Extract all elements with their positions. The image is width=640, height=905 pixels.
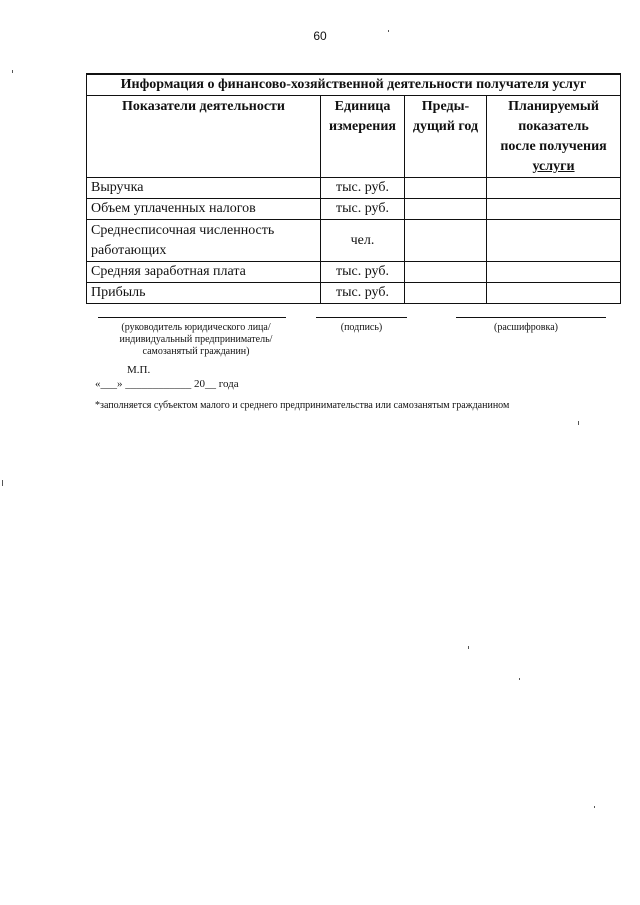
seal-label: М.П.: [127, 364, 151, 376]
previous-year-cell[interactable]: [405, 283, 487, 304]
header-planned-line2: показатель: [518, 119, 589, 134]
page-number: 60: [313, 29, 327, 43]
head-caption-line1: (руководитель юридического лица/: [121, 322, 271, 333]
head-caption-line2: индивидуальный предприниматель/: [119, 334, 273, 345]
row-unit: чел.: [321, 220, 405, 262]
header-previous-line2: дущий год: [412, 119, 479, 134]
scan-speck: [578, 421, 579, 425]
signature-caption: (подпись): [340, 322, 383, 333]
planned-value-cell[interactable]: [487, 262, 621, 283]
row-label: Объем уплаченных налогов: [87, 199, 321, 220]
header-previous-line1: Преды-: [421, 99, 470, 114]
header-indicators-label: Показатели деятельности: [122, 99, 285, 114]
header-planned-line3: после получения: [500, 139, 607, 154]
footnote: *заполняется субъектом малого и среднего предпринимательства или самозанятым гражданином: [95, 400, 510, 411]
row-label: Прибыль: [87, 283, 321, 304]
planned-value-cell[interactable]: [487, 220, 621, 262]
row-label-line2: работающих: [91, 242, 167, 258]
scan-speck: [468, 646, 469, 649]
row-label: [87, 220, 321, 262]
scan-speck: [519, 678, 520, 680]
head-signature-line[interactable]: [98, 317, 286, 318]
header-unit: [321, 96, 405, 178]
planned-value-cell[interactable]: [487, 178, 621, 199]
table-title: Информация о финансово-хозяйственной деятельности получателя услуг: [87, 74, 621, 96]
scan-speck: [388, 30, 389, 32]
planned-value-cell[interactable]: [487, 283, 621, 304]
date-line[interactable]: «___» ____________ 20__ года: [95, 378, 239, 390]
table-row: [87, 262, 621, 283]
row-unit: тыс. руб.: [321, 283, 405, 304]
scan-speck: [12, 70, 13, 73]
table-row: [87, 220, 621, 262]
header-planned-line4: услуги: [532, 159, 575, 174]
previous-year-cell[interactable]: [405, 262, 487, 283]
row-label: Выручка: [87, 178, 321, 199]
row-unit: тыс. руб.: [321, 178, 405, 199]
row-label-line1: Среднесписочная численность: [91, 222, 275, 238]
scan-speck: [2, 480, 3, 486]
previous-year-cell[interactable]: [405, 220, 487, 262]
head-caption: [96, 322, 296, 358]
row-unit: тыс. руб.: [321, 199, 405, 220]
head-caption-line3: самозанятый гражданин): [142, 346, 250, 357]
row-label: Средняя заработная плата: [87, 262, 321, 283]
financial-info-table: [86, 73, 621, 304]
header-planned-line1: Планируемый: [508, 99, 599, 114]
row-unit: тыс. руб.: [321, 262, 405, 283]
header-previous-year: [405, 96, 487, 178]
scan-speck: [594, 806, 595, 808]
table-row: [87, 199, 621, 220]
header-unit-line1: Единица: [334, 99, 391, 114]
signature-line[interactable]: [316, 317, 407, 318]
table-row: [87, 283, 621, 304]
table-row: [87, 178, 621, 199]
decoding-line[interactable]: [456, 317, 606, 318]
header-planned: [487, 96, 621, 178]
previous-year-cell[interactable]: [405, 199, 487, 220]
header-unit-line2: измерения: [329, 119, 396, 134]
planned-value-cell[interactable]: [487, 199, 621, 220]
decoding-caption: (расшифровка): [494, 322, 558, 333]
header-indicators: [87, 96, 321, 178]
previous-year-cell[interactable]: [405, 178, 487, 199]
